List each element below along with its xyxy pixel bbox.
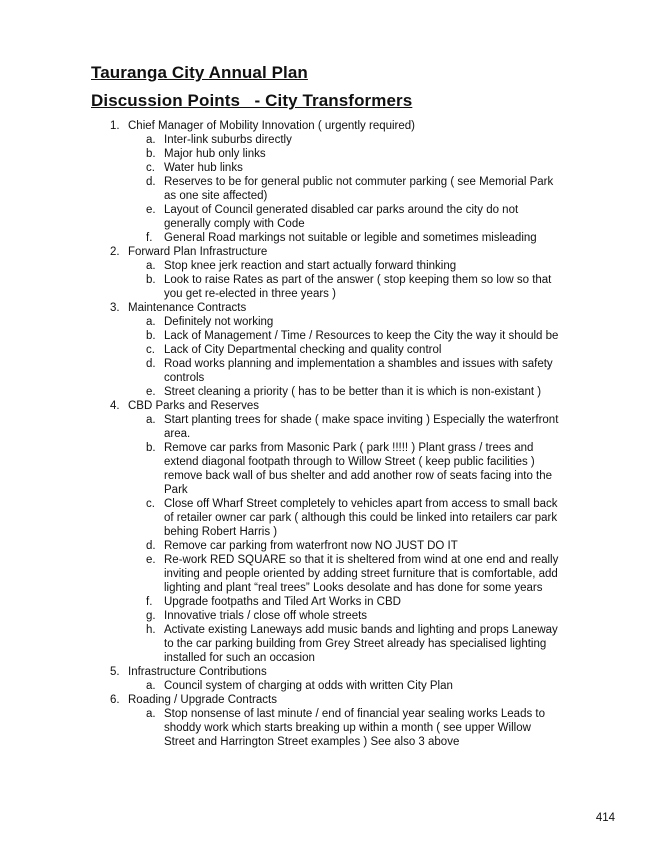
item-label: Roading / Upgrade Contracts <box>128 694 277 706</box>
list-item <box>0 693 558 707</box>
sub-item <box>0 175 564 203</box>
sub-text: Look to raise Rates as part of the answer ( stop keeping them so low so that you get re-elected in three years ) <box>164 274 552 300</box>
sub-item <box>0 707 564 749</box>
sub-item <box>0 329 564 343</box>
sub-text: Reserves to be for general public not commuter parking ( see Memorial Park as one site affected) <box>164 176 554 202</box>
item-number: 1. <box>110 120 120 132</box>
sub-item <box>0 539 564 553</box>
sub-text: Lack of City Departmental checking and quality control <box>164 344 442 356</box>
sub-item <box>0 231 564 245</box>
sub-text: Re-work RED SQUARE so that it is sheltered from wind at one end and really inviting and people oriented by adding street furniture that is comfortable, add lighting and plant “real trees” Looks desolate and has done for some years <box>164 554 559 594</box>
item-number: 3. <box>110 302 120 314</box>
sub-letter: a. <box>146 414 156 426</box>
sub-text: Council system of charging at odds with written City Plan <box>164 680 453 692</box>
sub-text: Road works planning and implementation a shambles and issues with safety controls <box>164 358 553 384</box>
sub-text: Stop knee jerk reaction and start actually forward thinking <box>164 260 457 272</box>
sub-letter: e. <box>146 204 156 216</box>
sub-letter: b. <box>146 148 156 160</box>
sub-item <box>0 679 564 693</box>
sub-letter: d. <box>146 540 156 552</box>
sub-item <box>0 343 564 357</box>
sub-item <box>0 497 564 539</box>
item-number: 2. <box>110 246 120 258</box>
sub-item <box>0 203 564 231</box>
sub-letter: b. <box>146 330 156 342</box>
discussion-list <box>0 119 645 749</box>
sub-item <box>0 133 564 147</box>
sub-item <box>0 273 564 301</box>
sub-item <box>0 609 564 623</box>
sub-text: Start planting trees for shade ( make space inviting ) Especially the waterfront area. <box>164 414 559 440</box>
list-item <box>0 301 558 315</box>
sub-letter: c. <box>146 162 155 174</box>
sub-text: Lack of Management / Time / Resources to keep the City the way it should be <box>164 330 559 342</box>
sub-text: General Road markings not suitable or legible and sometimes misleading <box>164 232 537 244</box>
sub-letter: d. <box>146 176 156 188</box>
sub-text: Close off Wharf Street completely to vehicles apart from access to small back of retailer owner car park ( although this could be linked into retailers car park behing Robert Harris ) <box>164 498 558 538</box>
item-number: 6. <box>110 694 120 706</box>
sub-letter: c. <box>146 344 155 356</box>
sub-text: Inter-link suburbs directly <box>164 134 292 146</box>
item-label: CBD Parks and Reserves <box>128 400 260 412</box>
document-subheading: Discussion Points - City Transformers <box>91 91 413 110</box>
sub-letter: a. <box>146 708 156 720</box>
sub-text: Activate existing Laneways add music bands and lighting and props Laneway to the car parking building from Grey Street already has specialised lighting installed for such an occasion <box>164 624 558 664</box>
item-number: 5. <box>110 666 120 678</box>
sub-item <box>0 553 564 595</box>
sub-letter: b. <box>146 274 156 286</box>
item-label: Infrastructure Contributions <box>128 666 267 678</box>
sub-text: Water hub links <box>164 162 243 174</box>
sub-letter: e. <box>146 554 156 566</box>
page-number: 414 <box>595 812 615 824</box>
sub-letter: c. <box>146 498 155 510</box>
sub-letter: a. <box>146 680 156 692</box>
sub-text: Innovative trials / close off whole streets <box>164 610 368 622</box>
sub-item <box>0 315 564 329</box>
item-number: 4. <box>110 400 120 412</box>
list-item <box>0 399 558 413</box>
sub-item <box>0 385 564 399</box>
sub-letter: e. <box>146 386 156 398</box>
sub-text: Layout of Council generated disabled car parks around the city do not generally comply with Code <box>164 204 519 230</box>
list-item <box>0 119 558 133</box>
sub-text: Major hub only links <box>164 148 266 160</box>
sub-letter: f. <box>146 232 153 244</box>
sub-letter: h. <box>146 624 156 636</box>
document-heading: Tauranga City Annual Plan <box>91 63 308 82</box>
sub-item <box>0 147 564 161</box>
sub-text: Street cleaning a priority ( has to be better than it is which is non-existant ) <box>164 386 542 398</box>
sub-letter: b. <box>146 442 156 454</box>
list-item <box>0 245 558 259</box>
sub-item <box>0 441 564 497</box>
sub-text: Stop nonsense of last minute / end of financial year sealing works Leads to shoddy work which starts breaking up within a month ( see upper Willow Street and Harrington Street examples ) See also 3 above <box>164 708 546 748</box>
sub-item <box>0 259 564 273</box>
sub-text: Remove car parks from Masonic Park ( park !!!!! ) Plant grass / trees and extend diagonal footpath through to Willow Street ( keep public facilities ) remove back wall of bus shelter and add another row of seats facing into the Park <box>164 442 553 496</box>
list-item <box>0 665 558 679</box>
item-label: Forward Plan Infrastructure <box>128 246 268 258</box>
sub-letter: f. <box>146 596 153 608</box>
sub-text: Definitely not working <box>164 316 274 328</box>
sub-item <box>0 161 564 175</box>
sub-letter: a. <box>146 316 156 328</box>
sub-letter: g. <box>146 610 156 622</box>
sub-item <box>0 623 564 665</box>
sub-item <box>0 357 564 385</box>
sub-text: Upgrade footpaths and Tiled Art Works in CBD <box>164 596 401 608</box>
sub-letter: a. <box>146 134 156 146</box>
sub-letter: d. <box>146 358 156 370</box>
sub-text: Remove car parking from waterfront now NO JUST DO IT <box>164 540 458 552</box>
sub-letter: a. <box>146 260 156 272</box>
sub-item <box>0 595 564 609</box>
item-label: Maintenance Contracts <box>128 302 247 314</box>
sub-item <box>0 413 564 441</box>
item-label: Chief Manager of Mobility Innovation ( urgently required) <box>128 120 416 132</box>
